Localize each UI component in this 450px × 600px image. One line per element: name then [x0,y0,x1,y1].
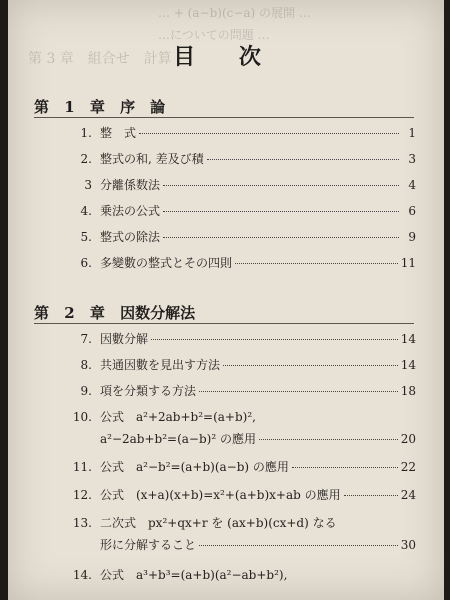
entry-number: 4. [80,204,92,218]
toc-entry[interactable] [66,566,416,584]
entry-title: 公式 a³+b³=(a+b)(a²−ab+b²), [100,568,288,582]
entry-number: 10. [72,410,92,424]
entry-page: 14 [400,332,416,346]
entry-number: 1. [80,126,92,140]
entry-title: 公式 a²−b²=(a+b)(a−b) の應用 [100,460,289,474]
leader-dots [163,237,399,238]
toc-entry[interactable] [66,458,416,476]
entry-number: 9. [80,384,92,398]
entry-number: 6. [80,256,92,270]
leader-dots [199,545,398,546]
entry-number: 8. [80,358,92,372]
bleed-through-text: …についての問題 … [158,28,270,42]
entry-page: 24 [400,488,416,502]
entry-number: 3 [84,178,92,192]
bleed-through-text: … + (a−b)(c−a) の展開 … [158,6,311,20]
entry-page: 20 [400,432,416,446]
entry-title: 公式 a²+2ab+b²=(a+b)², [100,410,256,424]
toc-entry[interactable] [66,228,416,246]
toc-entry[interactable] [66,124,416,142]
toc-entry[interactable] [66,382,416,400]
entry-title: 因數分解 [100,332,149,346]
chapter-divider [34,323,414,324]
entry-number: 14. [72,568,92,582]
entry-page: 1 [408,126,416,140]
leader-dots [163,211,399,212]
leader-dots [151,339,398,340]
chapter-heading: 第 2 章 因数分解法 [34,304,196,322]
entry-title: 共通因數を見出す方法 [100,358,221,372]
entry-page: 11 [400,256,416,270]
chapter-heading: 第 1 章 序 論 [34,98,166,116]
leader-dots [223,365,398,366]
leader-dots [207,159,399,160]
entry-page: 3 [408,152,416,166]
entry-title: 二次式 px²+qx+r を (ax+b)(cx+d) なる [100,516,337,530]
entry-title: 整式の和, 差及び積 [100,152,204,166]
toc-entry[interactable] [66,356,416,374]
toc-entry[interactable] [66,330,416,348]
entry-title: 乗法の公式 [100,204,161,218]
entry-title: 整式の除法 [100,230,161,244]
entry-title: 項を分類する方法 [100,384,197,398]
entry-title: a²−2ab+b²=(a−b)² の應用 [100,432,256,446]
entry-number: 7. [80,332,92,346]
leader-dots [292,467,398,468]
toc-entry-continuation[interactable] [100,536,416,554]
leader-dots [139,133,399,134]
entry-page: 4 [408,178,416,192]
toc-entry-continuation[interactable] [100,430,416,448]
chapter-divider [34,117,414,118]
entry-page: 18 [400,384,416,398]
leader-dots [199,391,398,392]
bleed-through-text: 第 3 章 組合せ 計算 [28,51,172,67]
toc-entry[interactable] [66,202,416,220]
book-page [8,0,444,600]
leader-dots [259,439,398,440]
entry-number: 2. [80,152,92,166]
leader-dots [163,185,399,186]
toc-entry[interactable] [66,514,416,532]
toc-entry[interactable] [66,486,416,504]
entry-page: 14 [400,358,416,372]
toc-entry[interactable] [66,254,416,272]
page-title: 目 次 [173,44,279,70]
entry-number: 12. [72,488,92,502]
entry-page: 9 [408,230,416,244]
leader-dots [344,495,398,496]
entry-page: 22 [400,460,416,474]
entry-title: 公式 (x+a)(x+b)=x²+(a+b)x+ab の應用 [100,488,341,502]
entry-title: 整 式 [100,126,137,140]
entry-page: 6 [408,204,416,218]
entry-title: 形に分解すること [100,538,197,552]
entry-number: 5. [80,230,92,244]
entry-page: 30 [400,538,416,552]
toc-entry[interactable] [66,408,416,426]
toc-entry[interactable] [66,176,416,194]
entry-title: 多變數の整式とその四則 [100,256,233,270]
toc-entry[interactable] [66,150,416,168]
entry-title: 分離係数法 [100,178,161,192]
entry-number: 11. [72,460,92,474]
leader-dots [235,263,398,264]
entry-number: 13. [72,516,92,530]
